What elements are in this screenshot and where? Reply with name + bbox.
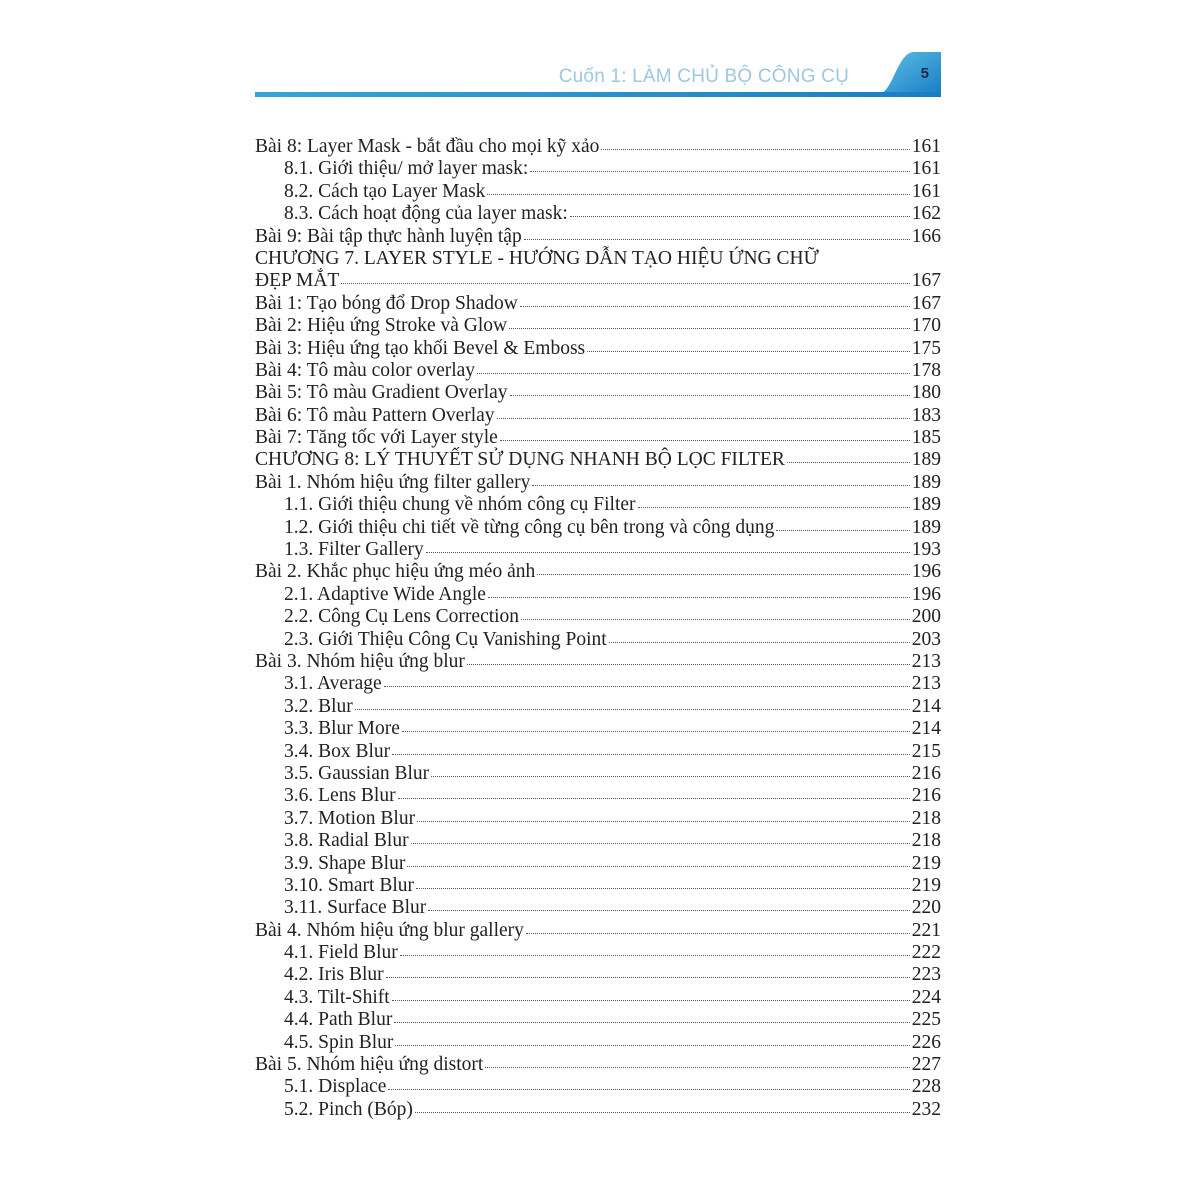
- toc-entry-page: 227: [911, 1054, 941, 1076]
- toc-dot-leader: [776, 530, 909, 531]
- toc-entry-page: 228: [911, 1076, 941, 1098]
- toc-entry-page: 178: [911, 359, 941, 381]
- toc-entry: [255, 494, 941, 516]
- toc-dot-leader: [570, 216, 910, 217]
- toc-entry-page: 175: [911, 337, 941, 359]
- toc-entry-page: 180: [911, 382, 941, 404]
- toc-dot-leader: [395, 1045, 909, 1046]
- toc-entry: [255, 226, 941, 248]
- toc-dot-leader: [521, 619, 910, 620]
- toc-entry-title: ĐẸP MẮT: [255, 270, 340, 292]
- toc-entry-title: Bài 2: Hiệu ứng Stroke và Glow: [255, 315, 508, 337]
- toc-entry-page: 224: [911, 986, 941, 1008]
- toc-dot-leader: [520, 306, 910, 307]
- toc-dot-leader: [609, 642, 910, 643]
- toc-entry: [255, 382, 941, 404]
- toc-entry-page: 222: [911, 942, 941, 964]
- toc-entry: [255, 808, 941, 830]
- toc-dot-leader: [431, 776, 910, 777]
- toc-dot-leader: [388, 1089, 909, 1090]
- toc-entry-title: Bài 4. Nhóm hiệu ứng blur gallery: [255, 919, 524, 941]
- toc-entry-page: 203: [911, 628, 941, 650]
- toc-entry-title: Bài 5. Nhóm hiệu ứng distort: [255, 1054, 484, 1076]
- toc-entry-page: 220: [911, 897, 941, 919]
- toc-entry: [255, 897, 941, 919]
- toc-dot-leader: [488, 597, 910, 598]
- toc-entry-page: 216: [911, 762, 941, 784]
- toc-entry: [255, 158, 941, 180]
- toc-dot-leader: [428, 910, 910, 911]
- toc-entry-title: 3.1. Average: [284, 673, 382, 695]
- toc-entry-title: 5.1. Displace: [284, 1076, 387, 1098]
- toc-entry: [255, 673, 941, 695]
- toc-entry-title: 3.7. Motion Blur: [284, 807, 416, 829]
- toc-entry: [255, 360, 941, 382]
- toc-entry-page: 189: [911, 494, 941, 516]
- toc-entry-page: 161: [911, 158, 941, 180]
- toc-entry-title: Bài 9: Bài tập thực hành luyện tập: [255, 225, 522, 247]
- toc-dot-leader: [477, 373, 910, 374]
- toc-entry: [255, 741, 941, 763]
- toc-entry: [255, 1054, 941, 1076]
- toc-entry-page: 167: [911, 270, 941, 292]
- toc-entry-page: 189: [911, 449, 941, 471]
- toc-entry-title: Bài 2. Khắc phục hiệu ứng méo ảnh: [255, 561, 536, 583]
- toc-entry-page: 167: [911, 292, 941, 314]
- toc-dot-leader: [524, 239, 910, 240]
- toc-entry: [255, 853, 941, 875]
- toc-dot-leader: [392, 754, 910, 755]
- toc-dot-leader: [398, 798, 910, 799]
- toc-chapter-heading: CHƯƠNG 7. LAYER STYLE - HƯỚNG DẪN TẠO HIỆU ỨNG CHỮ: [255, 247, 819, 269]
- toc-entry: [255, 1099, 941, 1121]
- toc-entry: [255, 987, 941, 1009]
- toc-entry-page: 223: [911, 964, 941, 986]
- toc-dot-leader: [386, 977, 910, 978]
- toc-entry-title: 3.11. Surface Blur: [284, 897, 427, 919]
- toc-dot-leader: [402, 731, 910, 732]
- toc-entry-title: 3.4. Box Blur: [284, 740, 391, 762]
- toc-entry-title: 4.1. Field Blur: [284, 942, 398, 964]
- toc-dot-leader: [787, 462, 910, 463]
- toc-entry-page: 213: [911, 673, 941, 695]
- toc-entry: [255, 338, 941, 360]
- header-rule: [255, 92, 941, 97]
- toc-entry-title: 1.1. Giới thiệu chung về nhóm công cụ Filter: [284, 494, 636, 516]
- toc-dot-leader: [467, 664, 910, 665]
- toc-entry-title: 3.2. Blur: [284, 695, 353, 717]
- toc-entry-title: 2.1. Adaptive Wide Angle: [284, 583, 486, 605]
- toc-entry-page: 232: [911, 1098, 941, 1120]
- toc-entry: [255, 696, 941, 718]
- toc-entry-title: 3.10. Smart Blur: [284, 874, 414, 896]
- toc-dot-leader: [415, 1112, 910, 1113]
- toc-entry-title: Bài 1: Tạo bóng đổ Drop Shadow: [255, 292, 518, 314]
- toc-entry: [255, 584, 941, 606]
- toc-entry-page: 189: [911, 471, 941, 493]
- toc-entry-page: 189: [911, 516, 941, 538]
- toc-dot-leader: [497, 418, 910, 419]
- toc-dot-leader: [530, 171, 909, 172]
- toc-dot-leader: [526, 933, 910, 934]
- toc-dot-leader: [394, 1022, 909, 1023]
- toc-entry-title: 3.5. Gaussian Blur: [284, 762, 430, 784]
- toc-entry-title: 4.2. Iris Blur: [284, 964, 384, 986]
- toc-entry: [255, 203, 941, 225]
- toc-dot-leader: [587, 351, 910, 352]
- toc-entry-page: 166: [911, 225, 941, 247]
- toc-entry-title: Bài 1. Nhóm hiệu ứng filter gallery: [255, 471, 531, 493]
- toc-entry-title: 3.9. Shape Blur: [284, 852, 406, 874]
- toc-entry-page: 218: [911, 807, 941, 829]
- toc-entry-title: Bài 3. Nhóm hiệu ứng blur: [255, 650, 465, 672]
- toc-entry-title: Bài 5: Tô màu Gradient Overlay: [255, 382, 508, 404]
- toc-dot-leader: [500, 440, 910, 441]
- toc-entry-title: 2.2. Công Cụ Lens Correction: [284, 606, 520, 628]
- toc-entry: [255, 1032, 941, 1054]
- toc-dot-leader: [355, 709, 910, 710]
- toc-entry-page: 219: [911, 874, 941, 896]
- toc-entry-title: Bài 6: Tô màu Pattern Overlay: [255, 404, 495, 426]
- toc-entry-page: 161: [911, 136, 941, 157]
- toc-entry-page: 215: [911, 740, 941, 762]
- toc-entry: [255, 875, 941, 897]
- toc-entry-page: 183: [911, 404, 941, 426]
- toc-entry: [255, 539, 941, 561]
- toc-dot-leader: [638, 507, 910, 508]
- toc-dot-leader: [487, 194, 909, 195]
- toc-dot-leader: [532, 485, 909, 486]
- toc-entry-title: CHƯƠNG 8: LÝ THUYẾT SỬ DỤNG NHANH BỘ LỌC FILTER: [255, 449, 785, 471]
- toc-entry-page: 161: [911, 180, 941, 202]
- toc-entry: [255, 1076, 941, 1098]
- toc-entry: [255, 718, 941, 740]
- toc-entry-title: 4.4. Path Blur: [284, 1009, 393, 1031]
- toc-entry-page: 219: [911, 852, 941, 874]
- toc-dot-leader: [384, 686, 910, 687]
- toc-entry: [255, 830, 941, 852]
- toc-entry-page: 170: [911, 315, 941, 337]
- toc-entry-title: 1.2. Giới thiệu chi tiết về từng công cụ bên trong và công dụng: [284, 516, 775, 538]
- toc-entry-title: Bài 7: Tăng tốc với Layer style: [255, 427, 498, 449]
- toc-entry-title: 1.3. Filter Gallery: [284, 539, 424, 561]
- toc-entry-page: 216: [911, 785, 941, 807]
- toc-entry-page: 196: [911, 583, 941, 605]
- toc-entry: [255, 315, 941, 337]
- toc-entry-title: 2.3. Giới Thiệu Công Cụ Vanishing Point: [284, 628, 607, 650]
- toc-entry-page: 214: [911, 695, 941, 717]
- toc-entry-title: Bài 8: Layer Mask - bắt đầu cho mọi kỹ xảo: [255, 136, 600, 157]
- toc-dot-leader: [537, 574, 910, 575]
- toc-dot-leader: [601, 149, 909, 150]
- toc-entry: [255, 942, 941, 964]
- toc-dot-leader: [407, 866, 909, 867]
- toc-entry-page: 193: [911, 539, 941, 561]
- toc-entry-title: Bài 3: Hiệu ứng tạo khối Bevel & Emboss: [255, 337, 586, 359]
- toc-entry-title: 8.3. Cách hoạt động của layer mask:: [284, 203, 568, 225]
- toc-entry: [255, 449, 941, 471]
- toc-entry: [255, 629, 941, 651]
- book-title: Cuốn 1: LÀM CHỦ BỘ CÔNG CỤ: [558, 66, 849, 87]
- toc-entry-title: 5.2. Pinch (Bóp): [284, 1098, 413, 1120]
- toc-entry-page: 226: [911, 1031, 941, 1053]
- toc-entry: [255, 1009, 941, 1031]
- toc-dot-leader: [341, 283, 909, 284]
- toc-dot-leader: [400, 955, 910, 956]
- toc-dot-leader: [411, 843, 910, 844]
- toc-entry-page: 221: [911, 919, 941, 941]
- toc-entry-title: 8.2. Cách tạo Layer Mask: [284, 180, 486, 202]
- toc-entry-title: 4.5. Spin Blur: [284, 1031, 394, 1053]
- toc-entry-page: 213: [911, 650, 941, 672]
- toc-entry-title: Bài 4: Tô màu color overlay: [255, 359, 476, 381]
- toc-dot-leader: [509, 328, 910, 329]
- toc-dot-leader: [416, 888, 910, 889]
- toc-entry-title: 3.6. Lens Blur: [284, 785, 396, 807]
- toc-entry-page: 200: [911, 606, 941, 628]
- toc-dot-leader: [510, 395, 910, 396]
- toc-dot-leader: [392, 1000, 910, 1001]
- toc-entry-page: 214: [911, 718, 941, 740]
- toc-entry-page: 196: [911, 561, 941, 583]
- toc-entry: [255, 517, 941, 539]
- page-number-tab: [879, 52, 941, 94]
- toc-entry: [255, 181, 941, 203]
- toc-entry: [255, 763, 941, 785]
- toc-entry-title: 8.1. Giới thiệu/ mở layer mask:: [284, 158, 529, 180]
- toc-entry-page: 225: [911, 1009, 941, 1031]
- toc-entry: [255, 136, 941, 158]
- toc-entry: [255, 270, 941, 292]
- toc-dot-leader: [426, 552, 910, 553]
- toc-entry-title: 4.3. Tilt-Shift: [284, 986, 390, 1008]
- toc-entry: [255, 964, 941, 986]
- toc-entry-title: 3.3. Blur More: [284, 718, 400, 740]
- page-number: 5: [920, 65, 929, 82]
- toc-entry: [255, 561, 941, 583]
- toc-entry: [255, 920, 941, 942]
- toc-entry-title: 3.8. Radial Blur: [284, 830, 409, 852]
- toc-entry: [255, 472, 941, 494]
- toc-entry-page: 162: [911, 203, 941, 225]
- table-of-contents: [255, 136, 941, 1121]
- toc-entry: [255, 427, 941, 449]
- toc-dot-leader: [417, 821, 910, 822]
- toc-entry: [255, 405, 941, 427]
- toc-entry: [255, 785, 941, 807]
- page-header: [255, 50, 941, 98]
- toc-entry: [255, 293, 941, 315]
- toc-entry-page: 218: [911, 830, 941, 852]
- toc-dot-leader: [485, 1067, 909, 1068]
- toc-entry-page: 185: [911, 427, 941, 449]
- toc-entry: [255, 651, 941, 673]
- toc-entry: [255, 606, 941, 628]
